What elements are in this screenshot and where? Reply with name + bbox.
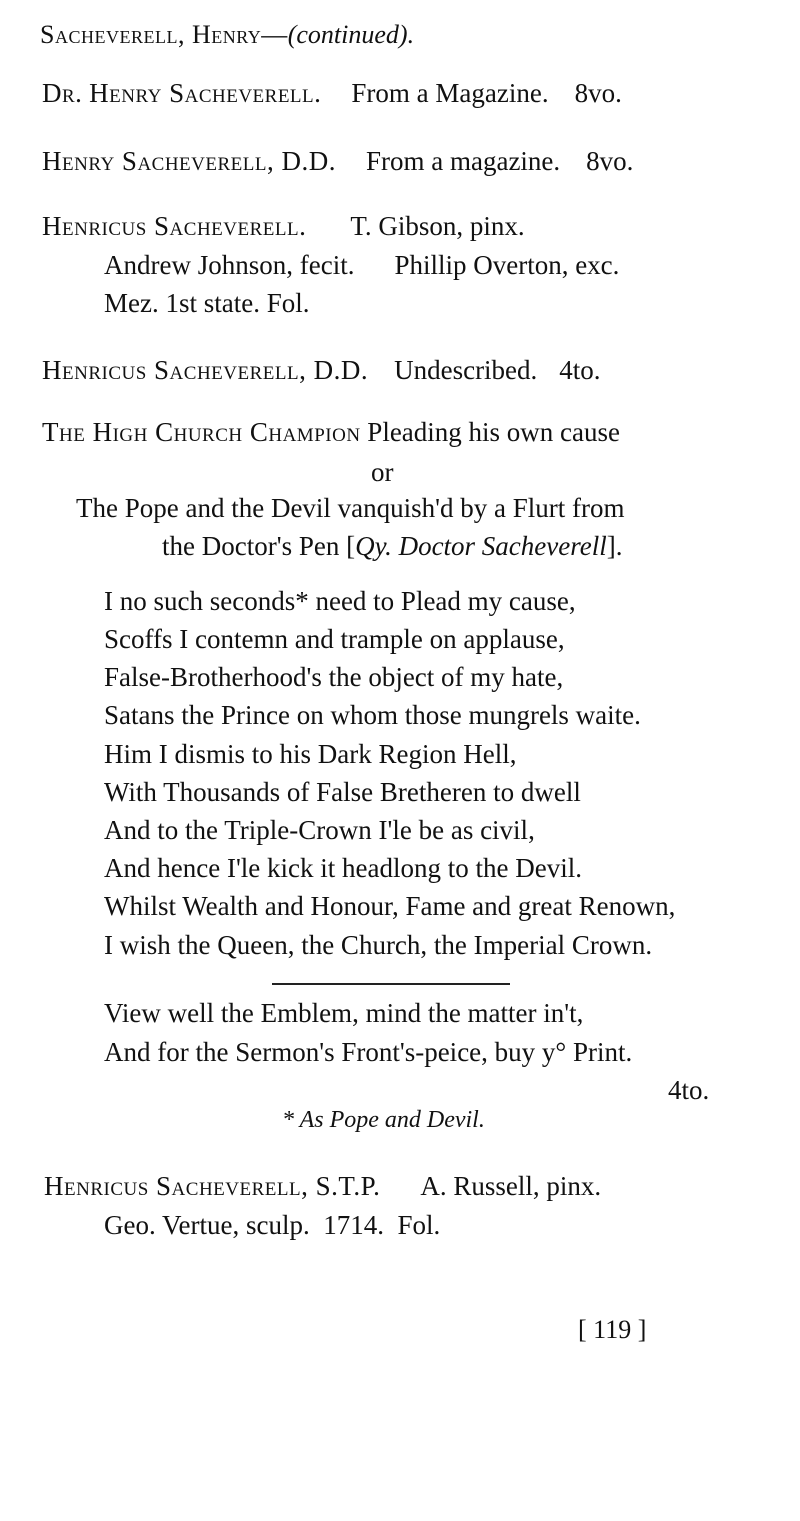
entry-1 xyxy=(42,80,622,107)
footnote: * As Pope and Devil. xyxy=(282,1107,485,1133)
couplet-line: View well the Emblem, mind the matter in't, xyxy=(104,998,584,1028)
entry-3-details: Mez. 1st state. Fol. xyxy=(104,288,310,318)
couplet-line: And for the Sermon's Front's-peice, buy y° Print. xyxy=(104,1037,633,1067)
entry-last-painter: A. Russell, pinx. xyxy=(420,1171,602,1201)
champion-line-3: The Pope and the Devil vanquish'd by a Flurt from xyxy=(76,493,625,523)
page-number: [ 119 ] xyxy=(578,1315,647,1344)
verse-line: I wish the Queen, the Church, the Imperial Crown. xyxy=(104,930,653,960)
entry-3-painter: T. Gibson, pinx. xyxy=(350,211,525,241)
verse-line: False-Brotherhood's the object of my hate, xyxy=(104,662,564,692)
champion-title: The High Church Champion xyxy=(42,417,361,447)
entry-4-title: Henricus Sacheverell, D.D. xyxy=(42,355,369,385)
entry-4 xyxy=(42,357,601,384)
entry-4-format: 4to. xyxy=(559,355,601,385)
entry-3-publisher: Phillip Overton, exc. xyxy=(394,250,620,280)
champion-title-line xyxy=(42,419,620,446)
entry-last-title: Henricus Sacheverell, S.T.P. xyxy=(44,1171,381,1201)
entry-3-engraver: Andrew Johnson, fecit. xyxy=(104,250,355,280)
entry-last-line-2: Geo. Vertue, sculp. 1714. Fol. xyxy=(104,1210,441,1240)
verse-line: And to the Triple-Crown I'le be as civil, xyxy=(104,815,535,845)
section-divider xyxy=(272,983,510,985)
running-head-continued: (continued). xyxy=(287,20,415,49)
champion-line-4-text: the Doctor's Pen [ xyxy=(162,531,356,561)
entry-2-source: From a magazine. xyxy=(365,146,561,176)
running-head-name: Sacheverell, Henry— xyxy=(40,20,288,49)
entry-1-prefix: Dr. xyxy=(42,78,83,108)
champion-line-4-italic: Qy. Doctor Sacheverell xyxy=(355,531,607,561)
entry-2-format: 8vo. xyxy=(586,146,634,176)
entry-4-note: Undescribed. xyxy=(394,355,538,385)
champion-subtitle: Pleading his own cause xyxy=(367,417,620,447)
champion-line-4-close: ]. xyxy=(606,531,623,561)
verse-line: And hence I'le kick it headlong to the Devil. xyxy=(104,853,582,883)
champion-format: 4to. xyxy=(668,1075,710,1105)
champion-or: or xyxy=(371,457,394,487)
entry-2-title: Henry Sacheverell, D.D. xyxy=(42,146,336,176)
entry-1-source: From a Magazine. xyxy=(351,78,549,108)
entry-1-title: Henry Sacheverell. xyxy=(89,78,322,108)
champion-line-4 xyxy=(162,533,623,560)
verse-line: With Thousands of False Bretheren to dwell xyxy=(104,777,581,807)
entry-2 xyxy=(42,148,633,175)
verse-line: Whilst Wealth and Honour, Fame and great Renown, xyxy=(104,891,676,921)
verse-line: Satans the Prince on whom those mungrels waite. xyxy=(104,700,641,730)
entry-last-line-1 xyxy=(44,1173,601,1200)
running-head xyxy=(40,22,414,48)
entry-3-line-1 xyxy=(42,213,525,240)
verse-line: Scoffs I contemn and trample on applause, xyxy=(104,624,565,654)
entry-1-format: 8vo. xyxy=(574,78,622,108)
entry-3-title: Henricus Sacheverell. xyxy=(42,211,307,241)
verse-line: I no such seconds* need to Plead my cause, xyxy=(104,586,576,616)
entry-3-line-2 xyxy=(104,252,619,279)
verse-line: Him I dismis to his Dark Region Hell, xyxy=(104,739,517,769)
